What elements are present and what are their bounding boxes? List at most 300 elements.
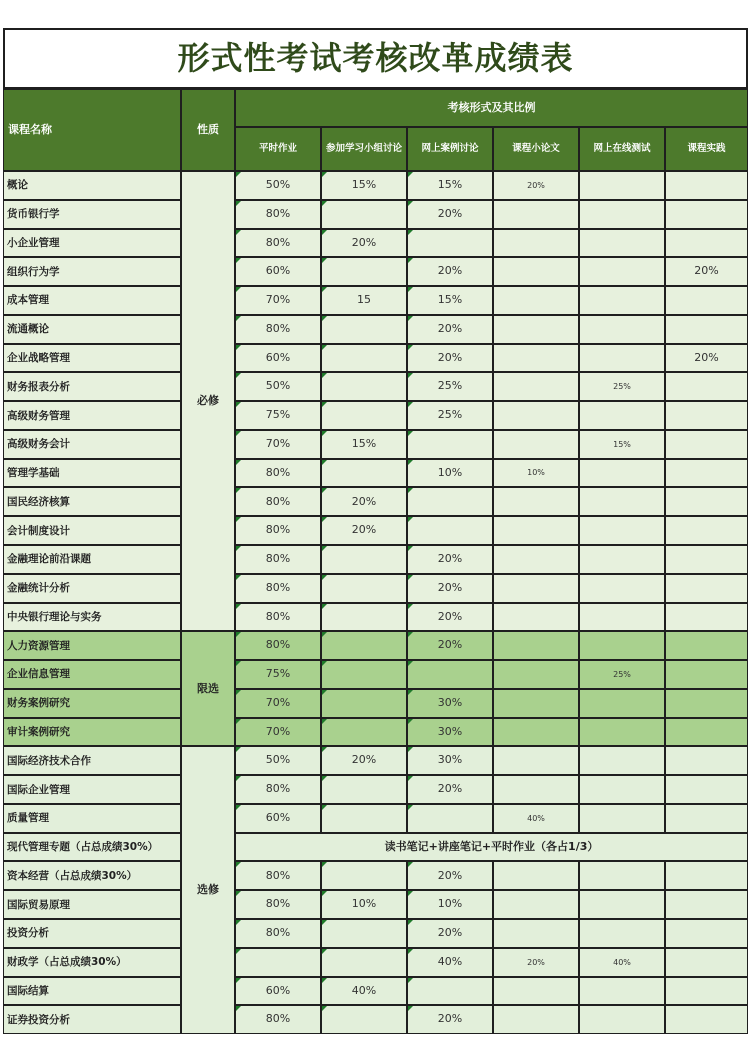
cell-comment-marker-icon bbox=[322, 345, 327, 350]
score-table bbox=[3, 28, 748, 1029]
score-cell bbox=[665, 718, 748, 747]
cell-comment-marker-icon bbox=[322, 949, 327, 954]
score-cell: 80% bbox=[235, 229, 321, 258]
score-cell bbox=[493, 487, 579, 516]
cell-comment-marker-icon bbox=[408, 978, 413, 983]
score-cell bbox=[407, 660, 493, 689]
score-cell bbox=[321, 631, 407, 660]
course-name-cell: 国际结算 bbox=[3, 977, 181, 1006]
score-cell: 80% bbox=[235, 919, 321, 948]
score-cell bbox=[579, 459, 665, 488]
course-name-cell: 国民经济核算 bbox=[3, 487, 181, 516]
score-cell: 20% bbox=[407, 861, 493, 890]
score-cell: 20% bbox=[665, 257, 748, 286]
score-cell bbox=[665, 660, 748, 689]
course-name-cell: 现代管理专题（占总成绩30%） bbox=[3, 833, 181, 862]
cell-comment-marker-icon bbox=[408, 546, 413, 551]
score-cell bbox=[579, 861, 665, 890]
score-cell: 30% bbox=[407, 689, 493, 718]
cell-comment-marker-icon bbox=[236, 488, 241, 493]
score-cell bbox=[235, 948, 321, 977]
cell-comment-marker-icon bbox=[408, 862, 413, 867]
cell-comment-marker-icon bbox=[236, 690, 241, 695]
score-cell: 80% bbox=[235, 603, 321, 632]
score-cell bbox=[493, 603, 579, 632]
score-cell: 50% bbox=[235, 372, 321, 401]
cell-comment-marker-icon bbox=[236, 805, 241, 810]
score-cell: 10% bbox=[407, 890, 493, 919]
score-cell bbox=[665, 286, 748, 315]
score-cell bbox=[321, 689, 407, 718]
score-cell: 20% bbox=[407, 344, 493, 373]
cell-comment-marker-icon bbox=[408, 632, 413, 637]
cell-comment-marker-icon bbox=[408, 604, 413, 609]
score-cell: 10% bbox=[321, 890, 407, 919]
score-cell bbox=[665, 315, 748, 344]
score-cell bbox=[579, 257, 665, 286]
header-nature: 性质 bbox=[181, 89, 235, 171]
score-cell bbox=[407, 516, 493, 545]
score-cell: 20% bbox=[407, 257, 493, 286]
cell-comment-marker-icon bbox=[322, 920, 327, 925]
course-name-cell: 证券投资分析 bbox=[3, 1005, 181, 1034]
score-cell bbox=[665, 574, 748, 603]
course-type-cell: 选修 bbox=[181, 746, 235, 1034]
score-cell bbox=[579, 718, 665, 747]
score-cell bbox=[665, 545, 748, 574]
score-cell bbox=[321, 1005, 407, 1034]
score-cell bbox=[407, 977, 493, 1006]
score-cell: 70% bbox=[235, 689, 321, 718]
score-cell: 20% bbox=[407, 775, 493, 804]
cell-comment-marker-icon bbox=[408, 316, 413, 321]
course-name-cell: 财务案例研究 bbox=[3, 689, 181, 718]
score-cell bbox=[321, 200, 407, 229]
course-type-cell: 必修 bbox=[181, 171, 235, 631]
cell-comment-marker-icon bbox=[322, 172, 327, 177]
score-cell bbox=[321, 372, 407, 401]
score-cell bbox=[579, 229, 665, 258]
score-cell: 80% bbox=[235, 1005, 321, 1034]
score-cell bbox=[493, 689, 579, 718]
cell-comment-marker-icon bbox=[322, 891, 327, 896]
score-cell bbox=[665, 1005, 748, 1034]
score-cell bbox=[579, 574, 665, 603]
cell-comment-marker-icon bbox=[236, 258, 241, 263]
score-cell bbox=[493, 344, 579, 373]
score-cell: 10% bbox=[493, 459, 579, 488]
cell-comment-marker-icon bbox=[236, 575, 241, 580]
cell-comment-marker-icon bbox=[408, 402, 413, 407]
course-name-cell: 高级财务会计 bbox=[3, 430, 181, 459]
header-column: 网上在线测试 bbox=[579, 127, 665, 171]
cell-comment-marker-icon bbox=[408, 172, 413, 177]
course-name-cell: 企业信息管理 bbox=[3, 660, 181, 689]
score-cell bbox=[579, 804, 665, 833]
score-cell: 75% bbox=[235, 401, 321, 430]
cell-comment-marker-icon bbox=[322, 488, 327, 493]
score-cell: 25% bbox=[579, 660, 665, 689]
score-cell: 80% bbox=[235, 574, 321, 603]
cell-comment-marker-icon bbox=[236, 949, 241, 954]
course-name-cell: 会计制度设计 bbox=[3, 516, 181, 545]
cell-comment-marker-icon bbox=[236, 891, 241, 896]
cell-comment-marker-icon bbox=[236, 1006, 241, 1011]
cell-comment-marker-icon bbox=[236, 719, 241, 724]
score-cell: 30% bbox=[407, 746, 493, 775]
cell-comment-marker-icon bbox=[322, 805, 327, 810]
cell-comment-marker-icon bbox=[322, 460, 327, 465]
cell-comment-marker-icon bbox=[322, 316, 327, 321]
score-cell bbox=[579, 200, 665, 229]
score-cell bbox=[493, 401, 579, 430]
cell-comment-marker-icon bbox=[408, 805, 413, 810]
course-name-cell: 小企业管理 bbox=[3, 229, 181, 258]
score-cell: 20% bbox=[321, 516, 407, 545]
score-cell bbox=[579, 1005, 665, 1034]
score-cell bbox=[321, 718, 407, 747]
score-cell: 60% bbox=[235, 804, 321, 833]
score-cell bbox=[579, 919, 665, 948]
cell-comment-marker-icon bbox=[236, 230, 241, 235]
score-cell bbox=[579, 171, 665, 200]
course-name-cell: 中央银行理论与实务 bbox=[3, 603, 181, 632]
cell-comment-marker-icon bbox=[322, 230, 327, 235]
score-cell: 80% bbox=[235, 890, 321, 919]
score-cell bbox=[579, 344, 665, 373]
score-cell bbox=[493, 775, 579, 804]
score-cell bbox=[665, 775, 748, 804]
score-cell: 15% bbox=[407, 171, 493, 200]
score-cell bbox=[665, 459, 748, 488]
course-name-cell: 组织行为学 bbox=[3, 257, 181, 286]
score-cell bbox=[493, 516, 579, 545]
cell-comment-marker-icon bbox=[322, 719, 327, 724]
cell-comment-marker-icon bbox=[408, 1006, 413, 1011]
cell-comment-marker-icon bbox=[408, 201, 413, 206]
score-cell: 80% bbox=[235, 775, 321, 804]
cell-comment-marker-icon bbox=[322, 201, 327, 206]
score-cell bbox=[579, 286, 665, 315]
score-cell bbox=[579, 890, 665, 919]
merged-note-cell: 读书笔记+讲座笔记+平时作业（各占1/3） bbox=[235, 833, 748, 862]
score-cell bbox=[321, 861, 407, 890]
course-name-cell: 财政学（占总成绩30%） bbox=[3, 948, 181, 977]
score-cell bbox=[493, 257, 579, 286]
course-name-cell: 审计案例研究 bbox=[3, 718, 181, 747]
cell-comment-marker-icon bbox=[236, 776, 241, 781]
score-cell bbox=[407, 487, 493, 516]
score-cell: 50% bbox=[235, 171, 321, 200]
score-cell: 20% bbox=[407, 545, 493, 574]
score-cell bbox=[579, 487, 665, 516]
score-cell bbox=[321, 804, 407, 833]
score-cell bbox=[665, 804, 748, 833]
score-cell bbox=[665, 487, 748, 516]
score-cell bbox=[321, 257, 407, 286]
score-cell: 15% bbox=[321, 430, 407, 459]
cell-comment-marker-icon bbox=[322, 661, 327, 666]
cell-comment-marker-icon bbox=[236, 172, 241, 177]
score-cell: 25% bbox=[579, 372, 665, 401]
score-cell: 20% bbox=[407, 1005, 493, 1034]
score-cell bbox=[665, 861, 748, 890]
score-cell: 25% bbox=[407, 372, 493, 401]
score-cell bbox=[665, 401, 748, 430]
cell-comment-marker-icon bbox=[236, 862, 241, 867]
score-cell bbox=[579, 545, 665, 574]
cell-comment-marker-icon bbox=[408, 345, 413, 350]
score-cell bbox=[493, 631, 579, 660]
score-cell bbox=[579, 775, 665, 804]
score-cell: 70% bbox=[235, 286, 321, 315]
course-name-cell: 金融理论前沿课题 bbox=[3, 545, 181, 574]
cell-comment-marker-icon bbox=[408, 719, 413, 724]
score-cell bbox=[493, 545, 579, 574]
cell-comment-marker-icon bbox=[408, 690, 413, 695]
score-cell: 80% bbox=[235, 631, 321, 660]
score-cell bbox=[493, 315, 579, 344]
score-cell: 40% bbox=[321, 977, 407, 1006]
cell-comment-marker-icon bbox=[236, 604, 241, 609]
cell-comment-marker-icon bbox=[408, 287, 413, 292]
course-name-cell: 流通概论 bbox=[3, 315, 181, 344]
score-cell bbox=[579, 315, 665, 344]
score-cell bbox=[493, 286, 579, 315]
course-name-cell: 概论 bbox=[3, 171, 181, 200]
cell-comment-marker-icon bbox=[236, 632, 241, 637]
score-cell: 20% bbox=[407, 200, 493, 229]
score-cell bbox=[665, 372, 748, 401]
score-cell bbox=[493, 372, 579, 401]
score-cell bbox=[493, 890, 579, 919]
score-cell bbox=[665, 603, 748, 632]
cell-comment-marker-icon bbox=[236, 316, 241, 321]
cell-comment-marker-icon bbox=[408, 575, 413, 580]
score-cell bbox=[665, 430, 748, 459]
score-cell: 20% bbox=[321, 746, 407, 775]
score-cell bbox=[493, 200, 579, 229]
cell-comment-marker-icon bbox=[408, 949, 413, 954]
score-cell bbox=[493, 718, 579, 747]
cell-comment-marker-icon bbox=[236, 661, 241, 666]
score-cell bbox=[493, 861, 579, 890]
cell-comment-marker-icon bbox=[236, 287, 241, 292]
score-cell: 25% bbox=[407, 401, 493, 430]
score-cell bbox=[407, 430, 493, 459]
score-cell: 60% bbox=[235, 344, 321, 373]
score-cell: 15% bbox=[579, 430, 665, 459]
score-cell bbox=[493, 660, 579, 689]
cell-comment-marker-icon bbox=[322, 575, 327, 580]
score-cell: 15% bbox=[321, 171, 407, 200]
score-cell bbox=[321, 315, 407, 344]
score-cell: 50% bbox=[235, 746, 321, 775]
score-cell: 70% bbox=[235, 718, 321, 747]
cell-comment-marker-icon bbox=[236, 546, 241, 551]
cell-comment-marker-icon bbox=[236, 920, 241, 925]
cell-comment-marker-icon bbox=[236, 345, 241, 350]
course-name-cell: 财务报表分析 bbox=[3, 372, 181, 401]
cell-comment-marker-icon bbox=[322, 776, 327, 781]
cell-comment-marker-icon bbox=[408, 460, 413, 465]
cell-comment-marker-icon bbox=[322, 978, 327, 983]
course-type-cell: 限选 bbox=[181, 631, 235, 746]
header-course-name: 课程名称 bbox=[3, 89, 181, 171]
cell-comment-marker-icon bbox=[236, 978, 241, 983]
score-cell: 80% bbox=[235, 200, 321, 229]
cell-comment-marker-icon bbox=[322, 431, 327, 436]
score-cell bbox=[321, 919, 407, 948]
cell-comment-marker-icon bbox=[322, 287, 327, 292]
score-cell bbox=[321, 574, 407, 603]
score-cell: 80% bbox=[235, 487, 321, 516]
cell-comment-marker-icon bbox=[322, 402, 327, 407]
cell-comment-marker-icon bbox=[408, 920, 413, 925]
header-column: 平时作业 bbox=[235, 127, 321, 171]
score-cell bbox=[579, 631, 665, 660]
score-cell bbox=[321, 603, 407, 632]
score-cell: 70% bbox=[235, 430, 321, 459]
course-name-cell: 国际贸易原理 bbox=[3, 890, 181, 919]
cell-comment-marker-icon bbox=[322, 546, 327, 551]
score-cell: 40% bbox=[579, 948, 665, 977]
score-cell: 20% bbox=[407, 603, 493, 632]
cell-comment-marker-icon bbox=[236, 431, 241, 436]
score-cell bbox=[321, 459, 407, 488]
score-cell bbox=[493, 977, 579, 1006]
score-cell bbox=[407, 804, 493, 833]
score-cell: 60% bbox=[235, 257, 321, 286]
score-cell bbox=[665, 171, 748, 200]
course-name-cell: 质量管理 bbox=[3, 804, 181, 833]
header-column: 网上案例讨论 bbox=[407, 127, 493, 171]
cell-comment-marker-icon bbox=[236, 747, 241, 752]
header-assessment-group: 考核形式及其比例 bbox=[235, 89, 748, 127]
score-cell: 20% bbox=[321, 229, 407, 258]
cell-comment-marker-icon bbox=[322, 1006, 327, 1011]
score-cell: 80% bbox=[235, 315, 321, 344]
score-cell: 80% bbox=[235, 545, 321, 574]
score-cell bbox=[321, 545, 407, 574]
course-name-cell: 高级财务管理 bbox=[3, 401, 181, 430]
page-title: 形式性考试考核改革成绩表 bbox=[3, 28, 748, 89]
score-cell: 20% bbox=[665, 344, 748, 373]
score-cell bbox=[321, 344, 407, 373]
score-cell: 80% bbox=[235, 861, 321, 890]
cell-comment-marker-icon bbox=[322, 632, 327, 637]
cell-comment-marker-icon bbox=[236, 373, 241, 378]
score-cell bbox=[579, 401, 665, 430]
score-cell bbox=[579, 603, 665, 632]
course-name-cell: 投资分析 bbox=[3, 919, 181, 948]
course-name-cell: 国际企业管理 bbox=[3, 775, 181, 804]
score-cell bbox=[665, 200, 748, 229]
cell-comment-marker-icon bbox=[408, 373, 413, 378]
cell-comment-marker-icon bbox=[322, 747, 327, 752]
score-cell bbox=[665, 631, 748, 660]
score-cell: 20% bbox=[407, 574, 493, 603]
header-column: 参加学习小组讨论 bbox=[321, 127, 407, 171]
score-cell: 40% bbox=[493, 804, 579, 833]
score-cell: 15% bbox=[407, 286, 493, 315]
score-cell bbox=[665, 948, 748, 977]
score-cell bbox=[493, 229, 579, 258]
score-cell bbox=[493, 919, 579, 948]
cell-comment-marker-icon bbox=[322, 690, 327, 695]
score-cell: 30% bbox=[407, 718, 493, 747]
cell-comment-marker-icon bbox=[236, 402, 241, 407]
score-cell: 20% bbox=[493, 171, 579, 200]
score-cell bbox=[665, 229, 748, 258]
course-name-cell: 货币银行学 bbox=[3, 200, 181, 229]
score-cell bbox=[579, 689, 665, 718]
course-name-cell: 人力资源管理 bbox=[3, 631, 181, 660]
score-cell: 20% bbox=[493, 948, 579, 977]
score-cell bbox=[321, 948, 407, 977]
score-cell bbox=[665, 746, 748, 775]
score-cell bbox=[665, 919, 748, 948]
score-cell bbox=[321, 775, 407, 804]
score-cell bbox=[493, 1005, 579, 1034]
cell-comment-marker-icon bbox=[322, 862, 327, 867]
cell-comment-marker-icon bbox=[236, 517, 241, 522]
score-cell: 20% bbox=[407, 919, 493, 948]
cell-comment-marker-icon bbox=[322, 373, 327, 378]
score-cell: 10% bbox=[407, 459, 493, 488]
cell-comment-marker-icon bbox=[236, 460, 241, 465]
cell-comment-marker-icon bbox=[408, 517, 413, 522]
score-cell bbox=[665, 689, 748, 718]
course-name-cell: 国际经济技术合作 bbox=[3, 746, 181, 775]
cell-comment-marker-icon bbox=[408, 747, 413, 752]
cell-comment-marker-icon bbox=[322, 258, 327, 263]
score-cell: 15 bbox=[321, 286, 407, 315]
cell-comment-marker-icon bbox=[408, 488, 413, 493]
cell-comment-marker-icon bbox=[408, 258, 413, 263]
cell-comment-marker-icon bbox=[236, 201, 241, 206]
cell-comment-marker-icon bbox=[322, 517, 327, 522]
cell-comment-marker-icon bbox=[408, 431, 413, 436]
score-cell bbox=[321, 401, 407, 430]
score-cell: 75% bbox=[235, 660, 321, 689]
score-cell: 20% bbox=[321, 487, 407, 516]
score-cell bbox=[665, 890, 748, 919]
score-cell: 20% bbox=[407, 631, 493, 660]
score-cell bbox=[665, 516, 748, 545]
score-cell bbox=[665, 977, 748, 1006]
score-cell: 80% bbox=[235, 459, 321, 488]
cell-comment-marker-icon bbox=[408, 230, 413, 235]
course-name-cell: 成本管理 bbox=[3, 286, 181, 315]
cell-comment-marker-icon bbox=[408, 661, 413, 666]
score-cell: 40% bbox=[407, 948, 493, 977]
course-name-cell: 资本经营（占总成绩30%） bbox=[3, 861, 181, 890]
cell-comment-marker-icon bbox=[408, 891, 413, 896]
header-column: 课程小论文 bbox=[493, 127, 579, 171]
score-cell bbox=[493, 430, 579, 459]
score-cell bbox=[579, 516, 665, 545]
course-name-cell: 企业战略管理 bbox=[3, 344, 181, 373]
score-cell: 60% bbox=[235, 977, 321, 1006]
cell-comment-marker-icon bbox=[322, 604, 327, 609]
score-cell: 20% bbox=[407, 315, 493, 344]
cell-comment-marker-icon bbox=[408, 776, 413, 781]
score-cell: 80% bbox=[235, 516, 321, 545]
score-cell bbox=[493, 574, 579, 603]
course-name-cell: 管理学基础 bbox=[3, 459, 181, 488]
course-name-cell: 金融统计分析 bbox=[3, 574, 181, 603]
